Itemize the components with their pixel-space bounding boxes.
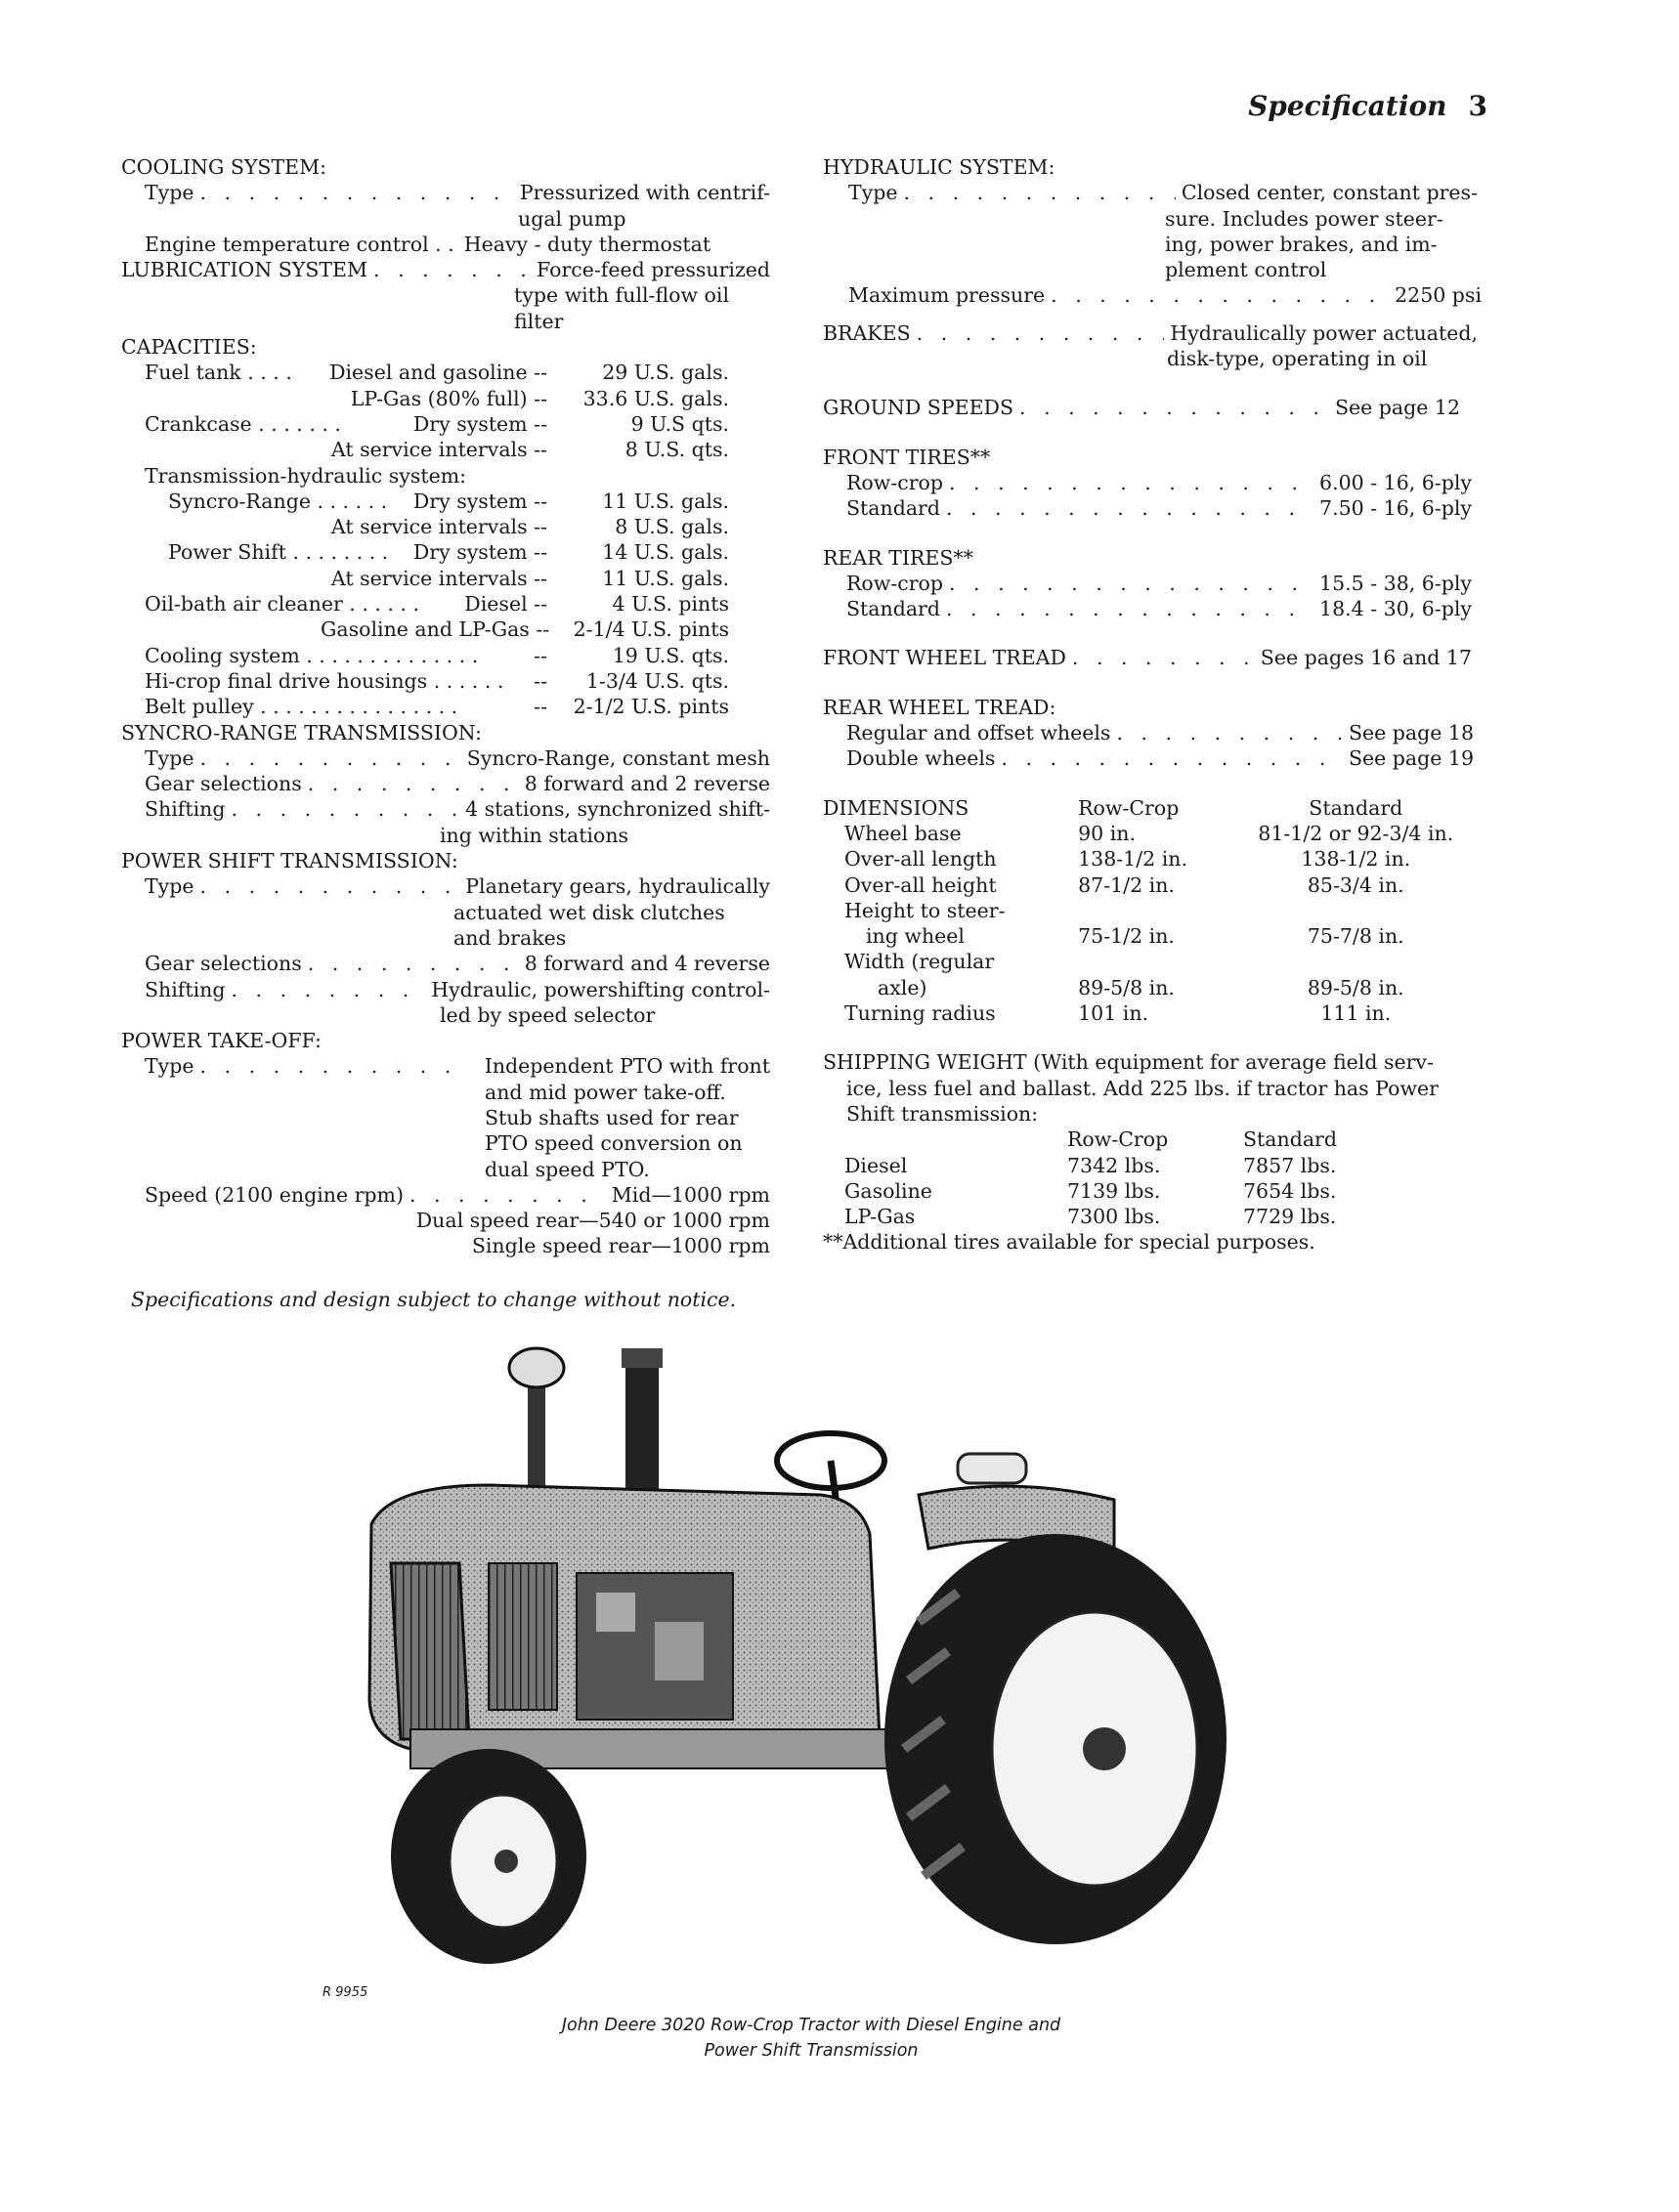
row-rowcrop-value: 7139 lbs. <box>1067 1178 1161 1203</box>
air-cleaner-gas-row <box>121 617 770 642</box>
syncro-shift-value-cont: ing within stations <box>440 823 629 847</box>
table-row <box>823 1178 1390 1204</box>
ship-col-rowcrop: Row-Crop <box>1067 1127 1169 1152</box>
fuel-lp-label: LP-Gas (80% full) -- <box>350 386 547 410</box>
powershift-type-value-2: actuated wet disk clutches <box>453 900 725 924</box>
brakes-value: Hydraulically power actuated, <box>1170 320 1478 345</box>
hicrop-dash: -- <box>534 668 547 693</box>
max-pressure-value: 2250 psi <box>1395 283 1482 308</box>
row-standard-value <box>1234 949 1478 974</box>
leader-dots <box>946 495 1313 521</box>
row-label: Over-all height <box>844 872 997 897</box>
leader-dots <box>308 771 519 796</box>
powershift-service-value: 11 U.S. gals. <box>602 566 729 590</box>
row-label: Turning radius <box>844 1001 996 1026</box>
syncro-type-value: Syncro-Range, constant mesh <box>466 745 770 770</box>
rear-rowcrop-row <box>823 571 1472 596</box>
lubrication-value-2: type with full-flow oil <box>514 283 730 308</box>
regular-wheels-value: See page 18 <box>1348 721 1474 745</box>
pto-speed-label: Speed (2100 engine rpm) <box>145 1182 404 1207</box>
lubrication-label: LUBRICATION SYSTEM <box>121 258 368 282</box>
regular-wheels-label: Regular and offset wheels <box>846 721 1111 745</box>
powershift-shift-value-cont: led by speed selector <box>440 1002 656 1027</box>
powershift-dry-value: 14 U.S. gals. <box>602 540 729 565</box>
syncro-cap-row <box>121 489 770 514</box>
powershift-dry-label: Dry system -- <box>412 540 547 565</box>
front-rowcrop-label: Row-crop <box>846 470 943 494</box>
rear-rowcrop-value: 15.5 - 38, 6-ply <box>1319 571 1472 595</box>
cooling-cap-value: 19 U.S. qts. <box>612 643 729 667</box>
ship-col-standard: Standard <box>1243 1127 1337 1152</box>
front-tread-label: FRONT WHEEL TREAD <box>823 646 1066 670</box>
belt-pulley-value: 2-1/2 U.S. pints <box>573 695 729 719</box>
row-label: Width (regular <box>844 950 995 974</box>
dimensions-table <box>823 795 1478 1027</box>
crankcase-service-value: 8 U.S. qts. <box>624 438 729 462</box>
brakes-row <box>823 320 1478 346</box>
row-standard-value <box>1234 898 1478 923</box>
engine-temp-value: Heavy - duty thermostat <box>463 232 711 256</box>
syncro-cap-label: Syncro-Range . . . . . . <box>168 489 388 513</box>
table-row <box>823 1204 1390 1229</box>
powershift-gear-value: 8 forward and 4 reverse <box>524 952 770 976</box>
front-standard-value: 7.50 - 16, 6-ply <box>1319 496 1472 521</box>
page-number: 3 <box>1468 90 1487 122</box>
col-rowcrop-header: Row-Crop <box>1078 795 1180 820</box>
powershift-shift-value: Hydraulic, powershifting control- <box>431 977 770 1001</box>
powershift-heading: POWER SHIFT TRANSMISSION: <box>121 849 458 873</box>
hydraulic-type-value-4: plement control <box>1165 258 1327 282</box>
cooling-type-value: Pressurized with centrif- <box>519 181 770 205</box>
table-header-row <box>823 795 1478 821</box>
engine-temp-row <box>121 232 770 257</box>
crankcase-dry-label: Dry system -- <box>412 411 547 436</box>
page-title: Specification <box>1248 90 1447 122</box>
spacer <box>823 522 1478 545</box>
pto-heading: POWER TAKE-OFF: <box>121 1029 322 1053</box>
crankcase-service-label: At service intervals -- <box>330 438 547 462</box>
row-rowcrop-value: 138-1/2 in. <box>1078 847 1187 872</box>
row-rowcrop-value <box>1078 898 1233 923</box>
leader-dots <box>904 180 1176 205</box>
col-standard-header: Standard <box>1309 795 1403 820</box>
leader-dots <box>949 470 1313 495</box>
max-pressure-row <box>823 282 1482 308</box>
powershift-gear-label: Gear selections <box>145 952 302 976</box>
pto-type-value: Independent PTO with front <box>484 1054 770 1079</box>
table-header-row <box>823 1127 1390 1152</box>
ground-speeds-value: See page 12 <box>1334 396 1460 420</box>
crankcase-row <box>121 411 770 437</box>
pto-type-value-3: Stub shafts used for rear <box>485 1105 739 1129</box>
figure-id: R 9955 <box>323 1985 368 2000</box>
pto-speed-value: Mid—1000 rpm <box>611 1182 770 1207</box>
left-column <box>121 154 770 1259</box>
fuel-diesel-label: Diesel and gasoline -- <box>329 361 547 385</box>
air-cleaner-diesel-label: Diesel -- <box>464 592 547 617</box>
leader-dots <box>1019 395 1329 420</box>
crankcase-dry-value: 9 U.S qts. <box>630 411 729 436</box>
pto-speed-value-2: Dual speed rear—540 or 1000 rpm <box>415 1209 770 1233</box>
spacer <box>823 421 1478 445</box>
row-label: Over-all length <box>844 847 997 872</box>
front-rowcrop-row <box>823 470 1472 495</box>
syncro-gear-value: 8 forward and 2 reverse <box>524 772 770 796</box>
shipping-weight-line-3: Shift transmission: <box>846 1101 1039 1126</box>
hydraulic-type-value-3: ing, power brakes, and im- <box>1165 232 1438 256</box>
hydraulic-heading: HYDRAULIC SYSTEM: <box>823 155 1055 179</box>
double-wheels-row <box>823 745 1474 771</box>
powershift-shift-label: Shifting <box>145 977 226 1001</box>
shipping-table <box>823 1127 1390 1229</box>
front-tread-value: See pages 16 and 17 <box>1260 646 1472 670</box>
row-standard-value: 138-1/2 in. <box>1301 847 1411 872</box>
hydraulic-type-label: Type <box>848 181 898 205</box>
fuel-lp-row <box>121 386 770 411</box>
belt-pulley-dash: -- <box>534 695 547 719</box>
powershift-type-row <box>121 873 770 899</box>
table-row <box>823 923 1478 949</box>
spacer <box>823 1127 1067 1152</box>
additional-tires-note: **Additional tires available for special purposes. <box>823 1230 1315 1255</box>
front-standard-row <box>823 495 1472 521</box>
front-standard-label: Standard <box>846 496 940 521</box>
powershift-type-value: Planetary gears, hydraulically <box>465 874 770 899</box>
table-row <box>823 872 1478 898</box>
syncro-shift-value: 4 stations, synchronized shift- <box>465 797 770 822</box>
leader-dots <box>949 571 1313 596</box>
table-row <box>823 949 1478 974</box>
rear-standard-row <box>823 596 1472 621</box>
fuel-lp-value: 33.6 U.S. gals. <box>582 386 729 410</box>
powershift-service-label: At service intervals -- <box>330 566 547 590</box>
cooling-type-label: Type <box>145 181 194 205</box>
leader-dots <box>1116 720 1343 745</box>
air-cleaner-gas-label: Gasoline and LP-Gas -- <box>321 617 550 642</box>
belt-pulley-row <box>121 694 770 719</box>
syncro-dry-label: Dry system -- <box>412 489 547 513</box>
brakes-label: BRAKES <box>823 320 911 345</box>
spec-change-note: Specifications and design subject to change without notice. <box>131 1288 737 1311</box>
figure-caption-line-1: John Deere 3020 Row-Crop Tractor with Diesel Engine and <box>561 2016 1061 2035</box>
brakes-value-2: disk-type, operating in oil <box>1167 347 1428 371</box>
page-header <box>1248 90 1487 122</box>
syncro-dry-value: 11 U.S. gals. <box>602 489 729 513</box>
spacer <box>823 621 1478 645</box>
syncro-service-label: At service intervals -- <box>330 515 547 539</box>
double-wheels-label: Double wheels <box>846 746 996 771</box>
spacer <box>823 671 1478 695</box>
rear-rowcrop-label: Row-crop <box>846 571 943 595</box>
syncro-shift-label: Shifting <box>145 797 226 822</box>
row-label: Gasoline <box>844 1178 932 1203</box>
row-rowcrop-value <box>1078 949 1233 974</box>
fuel-tank-row <box>121 360 770 385</box>
row-label: Height to steer- <box>844 898 1006 922</box>
leader-dots <box>232 796 460 822</box>
fuel-tank-label: Fuel tank . . . . <box>145 361 292 385</box>
spacer <box>823 309 1478 320</box>
powershift-type-value-3: and brakes <box>453 925 567 950</box>
leader-dots <box>946 596 1313 621</box>
row-label: Diesel <box>844 1153 908 1177</box>
belt-pulley-label: Belt pulley . . . . . . . . . . . . . . . . <box>145 695 458 719</box>
crankcase-service-row <box>121 437 770 462</box>
front-rowcrop-value: 6.00 - 16, 6-ply <box>1319 470 1472 494</box>
pto-speed-row <box>121 1182 770 1208</box>
leader-dots <box>917 320 1165 346</box>
row-standard-value: 7857 lbs. <box>1243 1153 1337 1177</box>
syncro-type-row <box>121 745 770 771</box>
rear-standard-value: 18.4 - 30, 6-ply <box>1319 597 1472 621</box>
crankcase-label: Crankcase . . . . . . . <box>145 411 341 436</box>
powershift-gear-row <box>121 951 770 976</box>
row-rowcrop-value: 7300 lbs. <box>1067 1205 1161 1229</box>
table-row <box>823 1153 1390 1178</box>
pto-type-value-5: dual speed PTO. <box>485 1157 650 1181</box>
leader-dots <box>308 951 519 976</box>
pto-speed-value-3: Single speed rear—1000 rpm <box>471 1234 770 1258</box>
air-cleaner-row <box>121 591 770 617</box>
front-tires-heading: FRONT TIRES** <box>823 445 991 469</box>
lubrication-value: Force-feed pressurized <box>537 258 770 282</box>
hicrop-row <box>121 668 770 694</box>
table-row <box>823 898 1478 923</box>
syncro-service-value: 8 U.S. gals. <box>615 515 729 539</box>
lubrication-value-3: filter <box>514 309 564 333</box>
leader-dots <box>1001 745 1343 771</box>
pto-type-value-4: PTO speed conversion on <box>485 1131 743 1156</box>
hicrop-label: Hi-crop final drive housings . . . . . . <box>145 668 504 693</box>
row-label: ing wheel <box>866 924 965 949</box>
hydraulic-type-value: Closed center, constant pres- <box>1181 181 1478 205</box>
engine-temp-label: Engine temperature control . . <box>145 232 454 256</box>
leader-dots <box>200 1053 459 1079</box>
dimensions-heading: DIMENSIONS <box>823 795 969 820</box>
spacer <box>823 1026 1478 1049</box>
row-standard-value: 75-7/8 in. <box>1307 924 1404 949</box>
shipping-weight-line-1: SHIPPING WEIGHT (With equipment for average field serv- <box>823 1050 1434 1075</box>
hydraulic-type-value-2: sure. Includes power steer- <box>1165 206 1443 231</box>
leader-dots <box>200 180 514 205</box>
cooling-cap-label: Cooling system . . . . . . . . . . . . . . <box>145 643 479 667</box>
syncro-type-label: Type <box>145 745 194 770</box>
powershift-cap-row <box>121 539 770 565</box>
row-standard-value: 81-1/2 or 92-3/4 in. <box>1258 821 1454 845</box>
double-wheels-value: See page 19 <box>1348 746 1474 771</box>
capacities-heading: CAPACITIES: <box>121 335 257 360</box>
leader-dots <box>1051 282 1389 308</box>
shipping-weight-line-2: ice, less fuel and ballast. Add 225 lbs. if tractor has Power <box>846 1076 1439 1100</box>
cooling-cap-dash: -- <box>534 643 547 667</box>
row-standard-value: 7654 lbs. <box>1243 1178 1337 1203</box>
syncro-service-row <box>121 514 770 539</box>
row-rowcrop-value: 90 in. <box>1078 821 1137 845</box>
spacer <box>823 371 1478 395</box>
cooling-cap-row <box>121 643 770 668</box>
row-label: axle) <box>878 975 927 1000</box>
row-standard-value: 89-5/8 in. <box>1307 975 1404 1000</box>
right-column <box>823 154 1482 1255</box>
table-row <box>823 1000 1478 1026</box>
table-row <box>823 975 1478 1000</box>
leader-dots <box>409 1182 606 1208</box>
row-standard-value: 7729 lbs. <box>1243 1205 1337 1229</box>
spacer <box>823 772 1478 795</box>
pto-type-row <box>121 1053 770 1079</box>
powershift-type-label: Type <box>145 874 194 899</box>
powershift-shift-row <box>121 977 770 1002</box>
row-standard-value: 111 in. <box>1320 1001 1392 1026</box>
table-row <box>823 846 1478 872</box>
pto-type-label: Type <box>145 1054 194 1079</box>
air-cleaner-label: Oil-bath air cleaner . . . . . . <box>145 592 419 617</box>
regular-wheels-row <box>823 720 1474 745</box>
leader-dots <box>200 873 460 899</box>
cooling-type-value-cont: ugal pump <box>518 206 626 231</box>
row-rowcrop-value: 101 in. <box>1078 1001 1149 1026</box>
cooling-type-row <box>121 180 770 205</box>
powershift-service-row <box>121 566 770 591</box>
tractor-illustration <box>332 1329 1251 1974</box>
transmission-hydraulic-label: Transmission-hydraulic system: <box>145 463 467 488</box>
lubrication-row <box>121 257 770 282</box>
leader-dots <box>232 977 426 1002</box>
row-standard-value: 85-3/4 in. <box>1307 872 1404 897</box>
air-cleaner-gas-value: 2-1/4 U.S. pints <box>573 617 729 642</box>
air-cleaner-diesel-value: 4 U.S. pints <box>612 592 729 617</box>
figure-caption <box>508 2013 1114 2063</box>
syncro-gear-row <box>121 771 770 796</box>
rear-tread-heading: REAR WHEEL TREAD: <box>823 695 1056 719</box>
row-rowcrop-value: 89-5/8 in. <box>1078 975 1175 1000</box>
row-label: LP-Gas <box>844 1205 916 1229</box>
syncro-shift-row <box>121 796 770 822</box>
pto-type-value-2: and mid power take-off. <box>485 1080 726 1104</box>
ground-speeds-label: GROUND SPEEDS <box>823 396 1014 420</box>
leader-dots <box>373 257 531 282</box>
hydraulic-type-row <box>823 180 1478 205</box>
row-rowcrop-value: 75-1/2 in. <box>1078 924 1175 949</box>
row-rowcrop-value: 87-1/2 in. <box>1078 872 1175 897</box>
figure-caption-line-2: Power Shift Transmission <box>704 2041 919 2061</box>
row-rowcrop-value: 7342 lbs. <box>1067 1153 1161 1177</box>
hicrop-value: 1-3/4 U.S. qts. <box>585 668 729 693</box>
rear-tires-heading: REAR TIRES** <box>823 545 973 570</box>
ground-speeds-row <box>823 395 1460 420</box>
rear-standard-label: Standard <box>846 597 940 621</box>
fuel-diesel-value: 29 U.S. gals. <box>602 361 729 385</box>
syncro-gear-label: Gear selections <box>145 772 302 796</box>
leader-dots <box>200 745 461 771</box>
table-row <box>823 821 1478 846</box>
powershift-cap-label: Power Shift . . . . . . . . <box>168 540 389 565</box>
front-tread-row <box>823 645 1472 670</box>
syncro-heading: SYNCRO-RANGE TRANSMISSION: <box>121 720 482 744</box>
leader-dots <box>1072 645 1255 670</box>
cooling-heading: COOLING SYSTEM: <box>121 155 326 179</box>
row-label: Wheel base <box>844 821 962 845</box>
max-pressure-label: Maximum pressure <box>848 283 1046 308</box>
